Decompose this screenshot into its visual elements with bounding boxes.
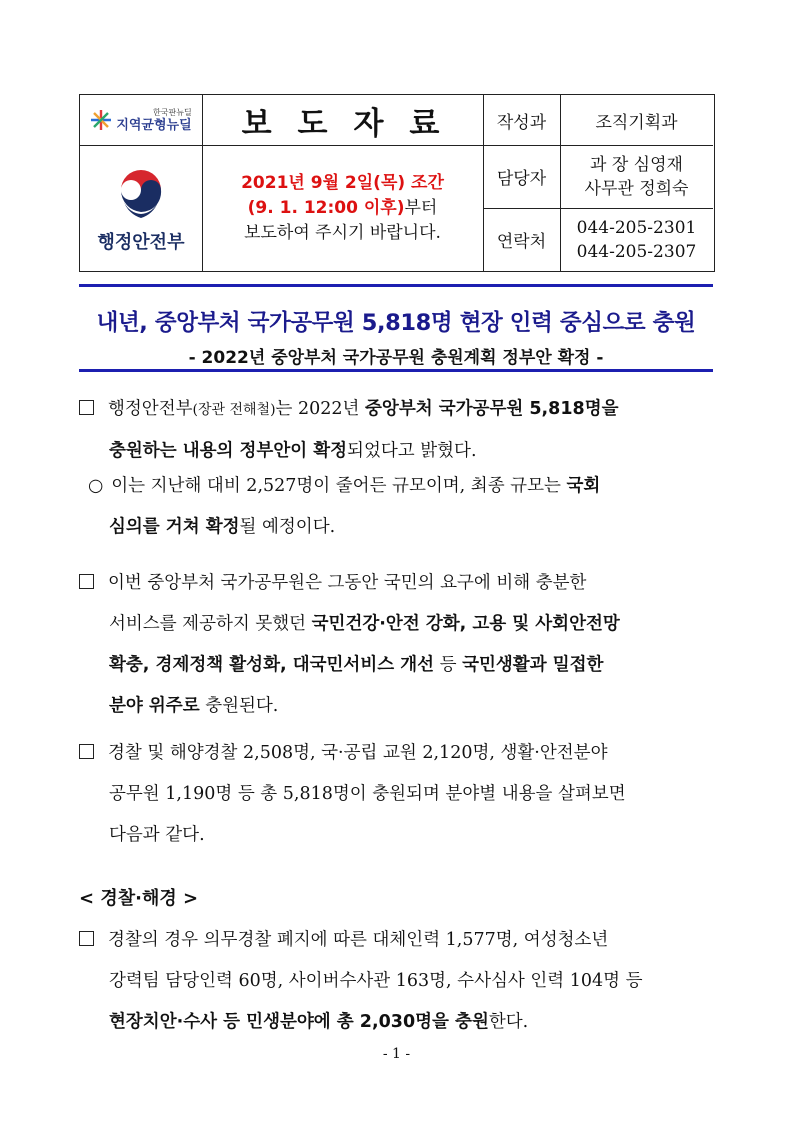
ministry-name: 행정안전부 <box>97 232 185 253</box>
text-run-bold: 현장치안·수사 등 민생분야에 총 2,030명을 충원 <box>109 1012 489 1032</box>
text-run-bold: 중앙부처 국가공무원 5,818명을 <box>365 399 619 419</box>
square-bullet-icon <box>79 931 94 946</box>
text-run: 행정안전부 <box>108 399 193 419</box>
new-deal-logo-cell <box>80 95 202 145</box>
press-release-header-table <box>79 94 715 272</box>
contact-value <box>560 145 713 208</box>
paragraph-2 <box>88 466 720 548</box>
text-run: 공무원 1,190명 등 총 5,818명이 충원되며 분야별 내용을 살펴보면 <box>109 784 626 804</box>
phone-line: 044-205-2307 <box>576 241 697 262</box>
new-deal-mark-icon <box>90 109 112 131</box>
text-run-bold: 확충, 경제정책 활성화, 대국민서비스 개선 <box>109 655 435 675</box>
release-time-suffix: 부터 <box>404 197 438 218</box>
text-run: 이번 중앙부처 국가공무원은 그동안 국민의 요구에 비해 충분한 <box>108 573 587 593</box>
paragraph-1 <box>79 389 719 472</box>
headline-subtitle: - 2022년 중앙부처 국가공무원 충원계획 정부안 확정 - <box>188 348 604 368</box>
phone-value <box>560 208 713 271</box>
press-release-title: 보도자료 <box>241 105 466 142</box>
text-run: 될 예정이다. <box>239 517 336 537</box>
circle-bullet-icon: ○ <box>88 476 104 496</box>
text-run: 경찰 및 해양경찰 2,508명, 국·공립 교원 2,120명, 생활·안전분야 <box>108 743 608 763</box>
text-run-bold: 분야 위주로 <box>109 696 200 716</box>
dept-label: 작성과 <box>496 112 547 133</box>
square-bullet-icon <box>79 400 94 415</box>
text-run-bold: 국민건강·안전 강화, 고용 및 사회안전망 <box>311 614 620 634</box>
release-time: (9. 1. 12:00 이후) <box>247 197 405 218</box>
text-run: 강력팀 담당인력 60명, 사이버수사관 163명, 수사심사 인력 104명 등 <box>109 971 643 991</box>
text-run-bold: 충원하는 내용의 정부안이 확정 <box>109 441 348 461</box>
text-run: 서비스를 제공하지 못했던 <box>109 614 312 634</box>
logo-main-text: 지역균형뉴딜 <box>116 117 192 133</box>
headline-top-rule <box>79 284 713 287</box>
headline-bottom-rule <box>79 369 713 372</box>
text-run: 한다. <box>488 1012 529 1032</box>
paragraph-3 <box>79 563 719 727</box>
ministry-logo-cell <box>80 145 202 271</box>
text-run-bold: 국민생활과 밀접한 <box>462 655 604 675</box>
text-run-bold: 심의를 거쳐 확정 <box>109 517 240 537</box>
text-run-bold: 국회 <box>566 476 601 496</box>
text-run: (장관 전해철) <box>192 402 276 418</box>
square-bullet-icon <box>79 744 94 759</box>
dept-value: 조직기획과 <box>595 112 678 133</box>
taegeuk-emblem-icon <box>111 162 171 222</box>
text-run: 는 2022년 <box>275 399 366 419</box>
new-deal-logo <box>90 109 191 132</box>
section-heading: < 경찰·해경 > <box>79 888 199 909</box>
headline-title: 내년, 중앙부처 국가공무원 5,818명 현장 인력 중심으로 충원 <box>96 310 696 336</box>
embargo-info <box>202 145 483 271</box>
text-run: 충원된다. <box>199 696 279 716</box>
text-run: 등 <box>434 655 463 675</box>
release-note: 보도하여 주시기 바랍니다. <box>244 222 441 243</box>
contact-label: 담당자 <box>496 169 547 189</box>
release-date: 2021년 9월 2일(목) 조간 <box>241 172 444 193</box>
contact-line: 사무관 정희숙 <box>584 178 689 199</box>
phone-label: 연락처 <box>496 232 547 252</box>
paragraph-4 <box>79 733 719 856</box>
logo-small-text: 한국판뉴딜 <box>153 107 192 117</box>
text-run: 이는 지난해 대비 2,527명이 줄어든 규모이며, 최종 규모는 <box>111 476 567 496</box>
text-run: 다음과 같다. <box>109 825 205 845</box>
text-run: 되었다고 밝혔다. <box>347 441 477 461</box>
text-run: 경찰의 경우 의무경찰 폐지에 따른 대체인력 1,577명, 여성청소년 <box>108 930 609 950</box>
square-bullet-icon <box>79 574 94 589</box>
phone-line: 044-205-2301 <box>576 217 697 238</box>
page-number: - 1 - <box>382 1046 411 1062</box>
paragraph-5 <box>79 920 719 1043</box>
contact-line: 과 장 심영재 <box>590 154 683 175</box>
